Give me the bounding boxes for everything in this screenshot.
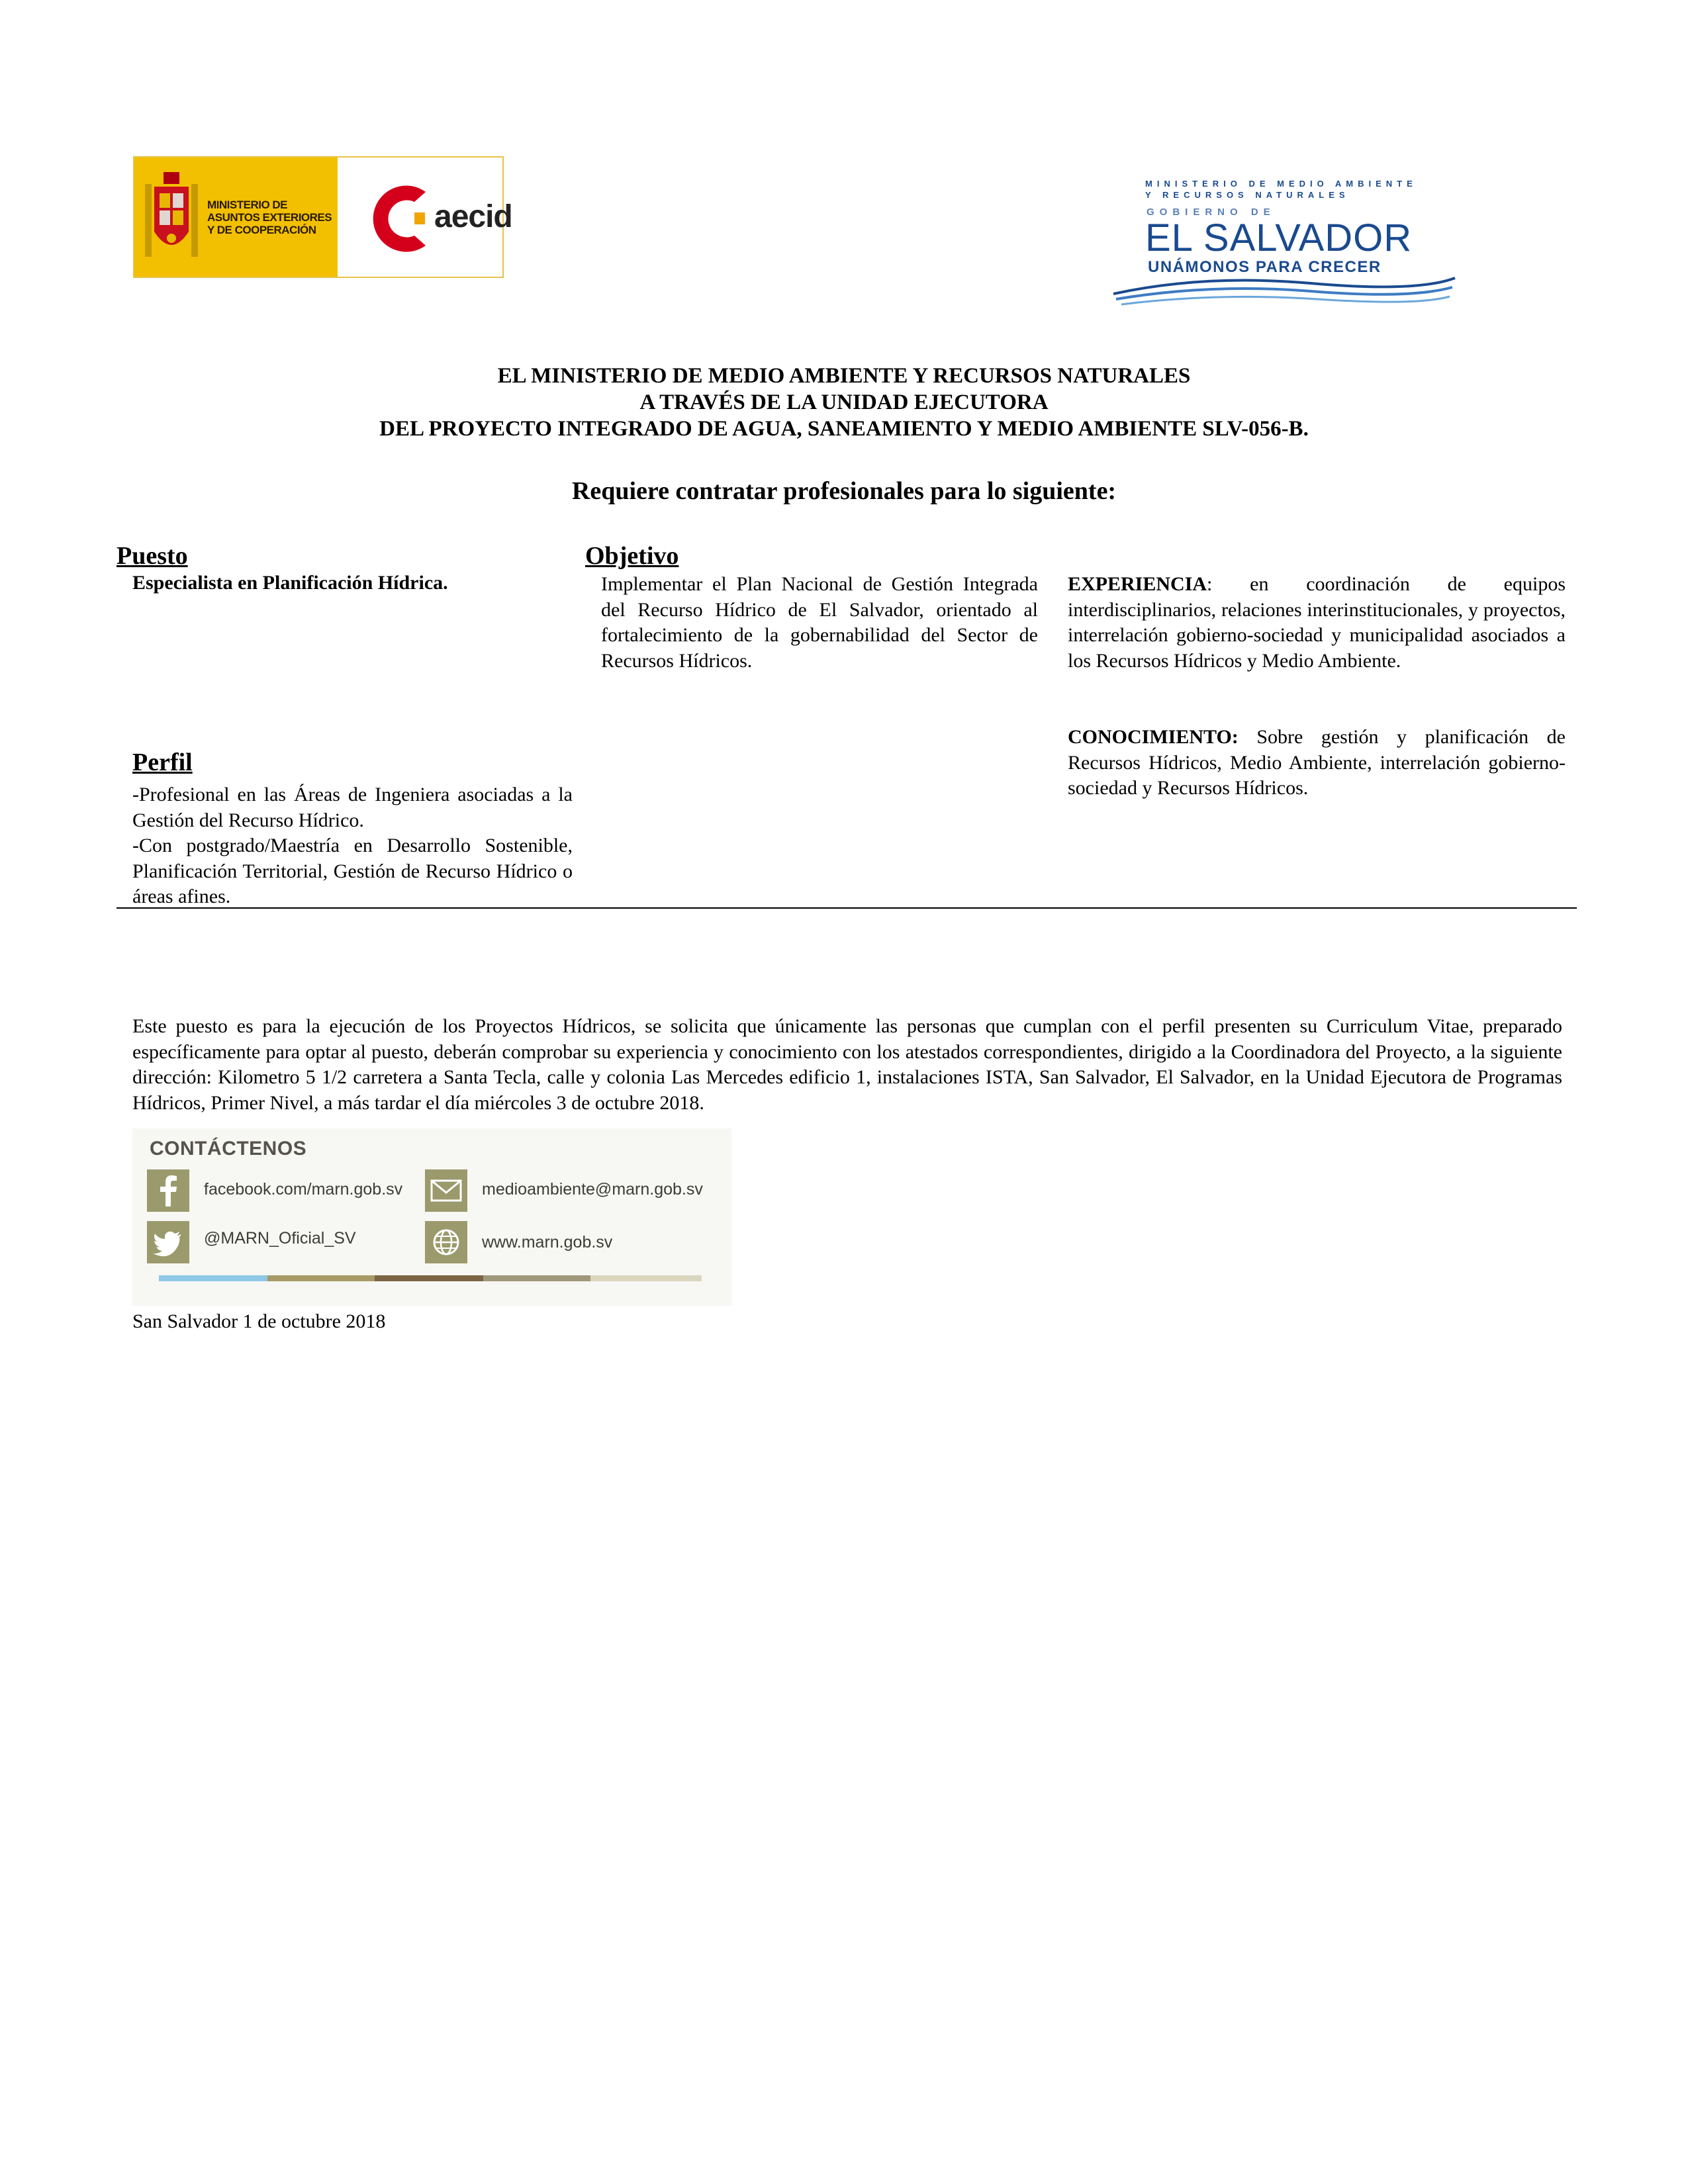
contact-email: medioambiente@marn.gob.sv (482, 1180, 703, 1199)
puesto-value: Especialista en Planificación Hídrica. (132, 572, 448, 594)
perfil-item-1: -Profesional en las Áreas de Ingeniera asociadas a la Gestión del Recurso Hídrico. (132, 784, 573, 831)
logo-ministry-line1: MINISTERIO DE MEDIO AMBIENTE (1145, 179, 1417, 189)
contact-facebook: facebook.com/marn.gob.sv (204, 1180, 403, 1199)
logo-slogan: UNÁMONOS PARA CRECER (1148, 258, 1382, 276)
conocimiento-block (1068, 725, 1566, 801)
contact-title: CONTÁCTENOS (150, 1138, 307, 1160)
contact-color-bar (267, 1275, 375, 1281)
facebook-icon (147, 1169, 189, 1212)
ministry-logo-text: MINISTERIO DE ASUNTOS EXTERIORES Y DE COOPERACIÓN (207, 199, 332, 236)
logo-gobierno-de: GOBIERNO DE (1147, 206, 1276, 218)
coat-of-arms-icon (145, 172, 198, 263)
logo-country: EL SALVADOR (1145, 216, 1413, 259)
section-divider (117, 907, 1577, 909)
contact-card (132, 1128, 731, 1306)
experiencia-block (1068, 572, 1566, 674)
application-instructions: Este puesto es para la ejecución de los Proyectos Hídricos, se solicita que únicamente las personas que cumplan con el perfil presenten su Curriculum Vitae, preparado específicamente para optar al puesto, deberán comprobar su experiencia y conocimiento con los atestados correspondientes, dirigido a la Coordinadora del Proyecto, a la siguiente dirección: Kilometro 5 1/2 carretera a Santa Tecla, calle y colonia Las Mercedes edificio 1, instalaciones ISTA, San Salvador, El Salvador, en la Unidad Ejecutora de Programas Hídricos, Primer Nivel, a más tardar el día miércoles 3 de octubre 2018. (132, 1015, 1562, 1114)
contact-color-bar (483, 1275, 590, 1281)
aecid-wordmark: aecid (434, 199, 512, 234)
contact-color-bar (159, 1275, 267, 1281)
header-line-2: A TRAVÉS DE LA UNIDAD EJECUTORA (639, 390, 1049, 414)
document-date: San Salvador 1 de octubre 2018 (132, 1310, 386, 1332)
puesto-heading: Puesto (117, 542, 188, 570)
conocimiento-label: CONOCIMIENTO: (1068, 726, 1239, 748)
header-line-1: EL MINISTERIO DE MEDIO AMBIENTE Y RECURSOS NATURALES (497, 364, 1191, 388)
subtitle: Requiere contratar profesionales para lo siguiente: (571, 477, 1117, 505)
aecid-c-icon (363, 177, 442, 260)
globe-icon (425, 1221, 467, 1263)
experiencia-label: EXPERIENCIA (1068, 573, 1207, 595)
conocimiento-value: Sobre gestión y planificación de Recursos Hídricos, Medio Ambiente, interrelación gobierno-sociedad y Recursos Hídricos. (1068, 726, 1566, 799)
contact-web: www.marn.gob.sv (482, 1233, 613, 1251)
waves-icon (1112, 274, 1456, 311)
mail-icon (425, 1169, 467, 1212)
contact-twitter: @MARN_Oficial_SV (204, 1229, 356, 1248)
experiencia-value: : en coordinación de equipos interdisciplinarios, relaciones interinstitucionales, y proyectos, interrelación gobierno-sociedad y municipalidad asociados a los Recursos Hídricos y Medio Ambiente. (1068, 573, 1566, 672)
aecid-ministry-logo (133, 156, 512, 278)
objetivo-value: Implementar el Plan Nacional de Gestión Integrada del Recurso Hídrico de El Salvador, orientado al fortalecimiento de la gobernabilidad del Sector de Recursos Hídricos. (601, 573, 1038, 672)
twitter-icon (147, 1221, 189, 1263)
marn-el-salvador-logo (1112, 175, 1456, 314)
logo-ministry-line2: Y RECURSOS NATURALES (1145, 190, 1350, 200)
perfil-list (132, 782, 573, 910)
contact-color-bar (590, 1275, 702, 1281)
header-line-3: DEL PROYECTO INTEGRADO DE AGUA, SANEAMIENTO Y MEDIO AMBIENTE SLV-056-B. (379, 417, 1309, 441)
contact-color-bar (375, 1275, 483, 1281)
perfil-heading: Perfil (132, 749, 193, 776)
objetivo-heading: Objetivo (585, 542, 679, 570)
perfil-item-2: -Con postgrado/Maestría en Desarrollo Sostenible, Planificación Territorial, Gestión de Recurso Hídrico o áreas afines. (132, 835, 573, 907)
